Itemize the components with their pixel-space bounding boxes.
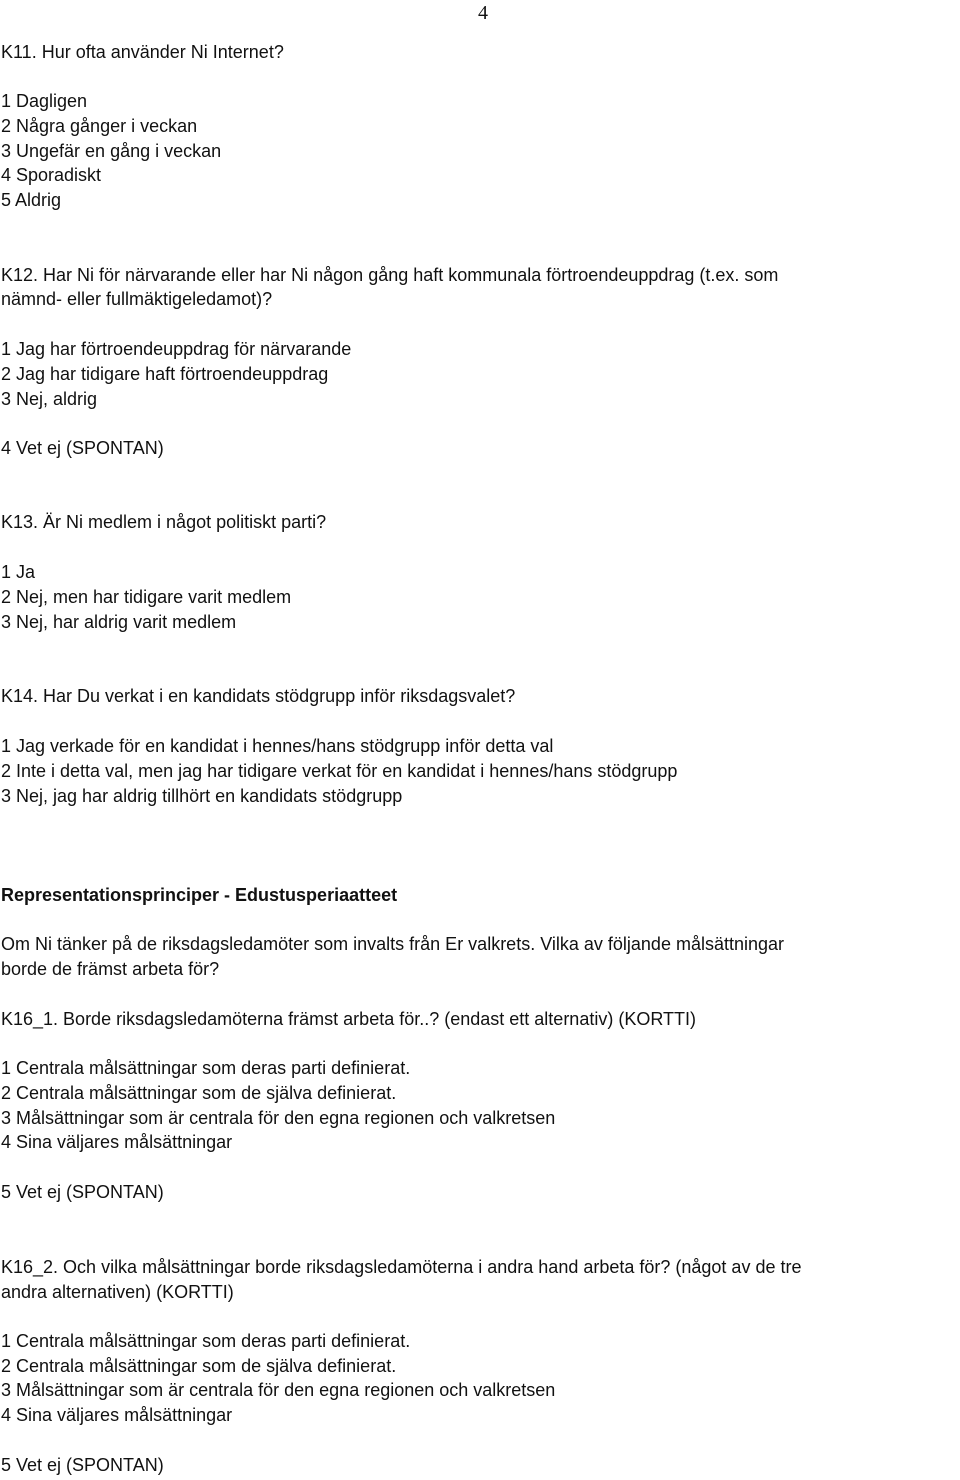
option-k13-1: 1 Ja: [1, 562, 36, 582]
option-k16-1-2: 2 Centrala målsättningar som de själva definierat.: [1, 1083, 397, 1103]
option-k12-1: 1 Jag har förtroendeuppdrag för närvarande: [1, 339, 352, 359]
question-k16-2-line2: andra alternativen) (KORTTI): [1, 1282, 234, 1302]
option-k16-1-1: 1 Centrala målsättningar som deras parti definierat.: [1, 1058, 411, 1078]
option-k12-3: 3 Nej, aldrig: [1, 389, 98, 409]
question-k13: K13. Är Ni medlem i något politiskt parti?: [1, 512, 327, 532]
question-k14: K14. Har Du verkat i en kandidats stödgrupp inför riksdagsvalet?: [1, 686, 516, 706]
option-k16-2-4: 4 Sina väljares målsättningar: [1, 1405, 233, 1425]
option-k12-2: 2 Jag har tidigare haft förtroendeuppdrag: [1, 364, 329, 384]
section-intro-line2: borde de främst arbeta för?: [1, 959, 220, 979]
question-k16-1: K16_1. Borde riksdagsledamöterna främst arbeta för..? (endast ett alternativ) (KORTTI): [1, 1009, 696, 1029]
option-k16-1-5: 5 Vet ej (SPONTAN): [1, 1182, 164, 1202]
section-heading: Representationsprinciper - Edustusperiaatteet: [1, 885, 398, 905]
option-k16-2-3: 3 Målsättningar som är centrala för den egna regionen och valkretsen: [1, 1380, 556, 1400]
option-k16-2-5: 5 Vet ej (SPONTAN): [1, 1455, 164, 1475]
option-k16-1-4: 4 Sina väljares målsättningar: [1, 1132, 233, 1152]
option-k16-2-2: 2 Centrala målsättningar som de själva definierat.: [1, 1356, 397, 1376]
question-k12-line1: K12. Har Ni för närvarande eller har Ni någon gång haft kommunala förtroendeuppdrag (t.ex. som: [1, 265, 779, 285]
option-k11-3: 3 Ungefär en gång i veckan: [1, 141, 222, 161]
option-k16-1-3: 3 Målsättningar som är centrala för den egna regionen och valkretsen: [1, 1108, 556, 1128]
option-k11-2: 2 Några gånger i veckan: [1, 116, 198, 136]
option-k12-4: 4 Vet ej (SPONTAN): [1, 438, 164, 458]
option-k14-1: 1 Jag verkade för en kandidat i hennes/hans stödgrupp inför detta val: [1, 736, 554, 756]
page-number: 4: [478, 2, 488, 24]
question-k11: K11. Hur ofta använder Ni Internet?: [1, 42, 284, 62]
question-k16-2-line1: K16_2. Och vilka målsättningar borde riksdagsledamöterna i andra hand arbeta för? (något av de tre: [1, 1257, 802, 1277]
option-k11-5: 5 Aldrig: [1, 190, 62, 210]
option-k14-2: 2 Inte i detta val, men jag har tidigare verkat för en kandidat i hennes/hans stödgrupp: [1, 761, 678, 781]
option-k14-3: 3 Nej, jag har aldrig tillhört en kandidats stödgrupp: [1, 786, 403, 806]
section-intro-line1: Om Ni tänker på de riksdagsledamöter som invalts från Er valkrets. Vilka av följande målsättningar: [1, 934, 785, 954]
question-k12-line2: nämnd- eller fullmäktigeledamot)?: [1, 289, 273, 309]
option-k16-2-1: 1 Centrala målsättningar som deras parti definierat.: [1, 1331, 411, 1351]
option-k13-3: 3 Nej, har aldrig varit medlem: [1, 612, 237, 632]
option-k11-1: 1 Dagligen: [1, 91, 88, 111]
option-k13-2: 2 Nej, men har tidigare varit medlem: [1, 587, 292, 607]
option-k11-4: 4 Sporadiskt: [1, 165, 102, 185]
